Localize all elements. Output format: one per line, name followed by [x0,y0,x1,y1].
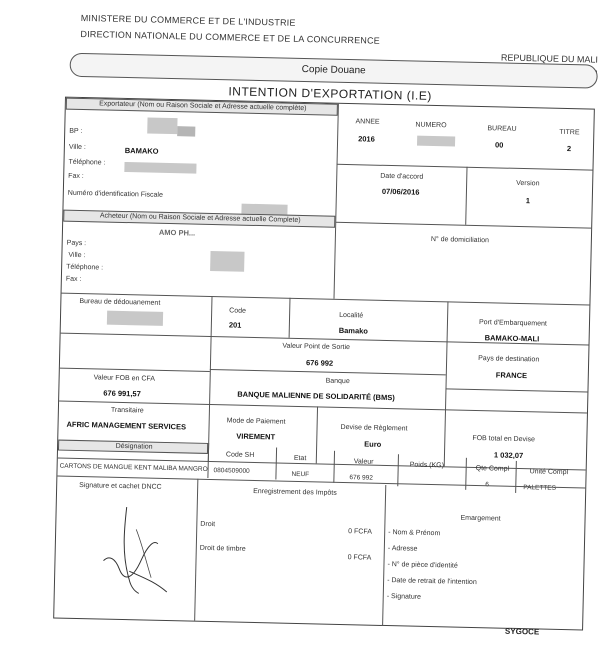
valeur-sortie-label: Valeur Point de Sortie [282,342,351,352]
designation-header-label: Désignation [115,442,153,451]
exporter-section-label: Exportateur (Nom ou Raison Sociale et Adresse actuelle complète) [99,100,307,113]
version-label: Version [516,179,540,188]
buyer-name-partial: AMO PH... [158,227,196,238]
poids-header: Poids (KG) [409,461,445,470]
fob-devise-label: FOB total en Devise [472,434,536,444]
unite-compl-header: Unité Compl [529,468,569,477]
exporter-ville-label: Ville : [68,143,86,152]
port-embarquement-value: BAMAKO-MALI [484,333,540,344]
buyer-section-label: Acheteur (Nom ou Raison Sociale et Adresse actuelle Complete) [99,212,301,224]
port-embarquement-label: Port d'Embarquement [478,319,547,328]
emargement-signature: - Signature [386,593,422,601]
enregistrement-label: Enregistrement des Impôts [253,487,337,497]
exporter-telephone-label: Téléphone : [68,158,106,167]
buyer-header [63,210,335,228]
designation-header [58,440,208,454]
pays-destination-value: FRANCE [495,370,528,381]
date-accord-label: Date d'accord [380,172,424,181]
mode-paiement-value: VIREMENT [236,431,276,442]
emargement-nom: - Nom & Prénom [388,529,441,538]
emargement-label: Emargement [460,514,501,523]
buyer-pays-label: Pays : [66,239,87,248]
goods-designation-value: CARTONS DE MANGUE KENT MALIBA MANGRO [59,462,208,473]
fob-devise-value: 1 032,07 [493,450,524,461]
goods-valeur-value: 676 992 [349,474,374,482]
exporter-header [66,98,338,116]
localite-label: Localité [339,311,364,320]
etat-header: Etat [293,454,307,463]
domiciliation-label: N° de domiciliation [430,235,489,245]
redacted-numero [417,136,455,147]
numero-label: NUMERO [415,121,447,130]
fob-cfa-label: Valeur FOB en CFA [93,374,156,383]
code-value: 201 [228,320,242,330]
redacted-bureau [107,311,163,326]
date-accord-value: 07/06/2016 [381,186,420,197]
bureau-dedouanement-label: Bureau de dédouanement [79,297,161,307]
fob-cfa-value: 676 991,57 [103,388,141,399]
banque-label: Banque [325,377,350,386]
redacted-telephone [124,162,196,174]
buyer-telephone-label: Téléphone : [66,263,104,272]
goods-qte-value: 6 [485,481,490,489]
exporter-nif-label: Numéro d'identification Fiscale [67,189,163,199]
devise-reglement-value: Euro [364,439,382,449]
ministry-line2: DIRECTION NATIONALE DU COMMERCE ET DE LA CONCURRENCE [80,28,381,46]
form-title: INTENTION D'EXPORTATION (I.E) [228,84,433,103]
droit-timbre-value: 0 FCFA [347,554,372,562]
qte-compl-header: Qte Compl [475,465,510,473]
code-sh-header: Code SH [225,451,255,459]
exporter-ville-value: BAMAKO [124,145,159,156]
mode-paiement-label: Mode de Paiement [226,417,286,426]
emargement-date-retrait: - Date de retrait de l'intention [387,577,477,587]
copy-banner-text: Copie Douane [301,63,366,77]
redacted-bp [147,117,177,134]
signature-dncc-label: Signature et cachet DNCC [79,482,162,491]
pays-destination-label: Pays de destination [478,355,540,364]
ministry-line1: MINISTERE DU COMMERCE ET DE L'INDUSTRIE [80,12,296,28]
buyer-ville-label: Ville : [68,251,86,260]
redacted-buyer [210,251,244,272]
annee-value: 2016 [358,134,375,144]
valeur-sortie-value: 676 992 [305,358,334,368]
form-frame [53,97,595,631]
bureau-value: 00 [494,140,504,150]
banque-value: BANQUE MALIENNE DE SOLIDARITÉ (BMS) [237,389,395,403]
droit-timbre-label: Droit de timbre [199,544,246,553]
republic-label: REPUBLIQUE DU MALI [500,52,599,65]
valeur-header: Valeur [353,458,374,466]
transitaire-value: AFRIC MANAGEMENT SERVICES [66,419,187,432]
devise-reglement-label: Devise de Règlement [340,423,408,433]
version-value: 1 [525,196,531,206]
handwritten-signature [95,498,187,600]
droit-value: 0 FCFA [348,528,373,536]
redacted-bp-2 [177,126,195,136]
goods-etat-value: NEUF [291,470,310,479]
emargement-adresse: - Adresse [387,545,418,553]
code-label: Code [229,307,246,315]
emargement-piece: - N° de pièce d'identité [387,561,458,570]
exporter-fax-label: Fax : [68,172,84,181]
goods-code-sh-value: 0804509000 [213,467,250,475]
titre-label: TITRE [559,128,580,137]
titre-value: 2 [566,144,572,154]
footer-sygoce: SYGOCE [504,626,540,637]
droit-label: Droit [200,520,216,529]
bureau-label: BUREAU [487,125,517,133]
exporter-bp-label: BP : [69,127,83,136]
transitaire-label: Transitaire [110,406,144,415]
annee-label: ANNEE [355,118,380,126]
buyer-fax-label: Fax : [65,275,82,284]
goods-unite-value: PALETTES [523,484,557,492]
localite-value: Bamako [338,325,369,336]
